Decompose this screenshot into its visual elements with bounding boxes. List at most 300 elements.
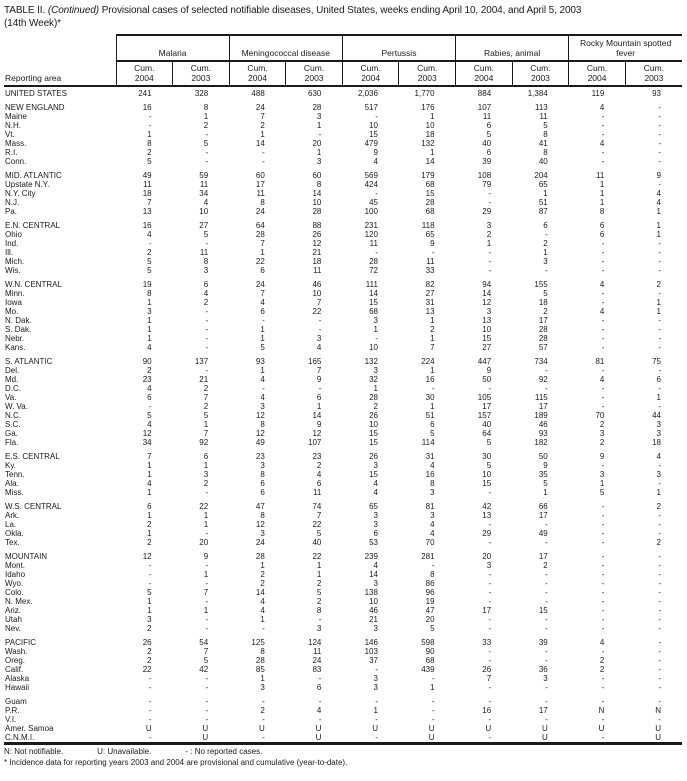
value-cell: 10 [199, 207, 209, 216]
value-cell: 28 [255, 230, 265, 239]
value-cell: - [488, 538, 492, 547]
value-cell: - [658, 289, 661, 298]
value-cell: 1 [260, 248, 265, 257]
value-cell: 1 [147, 597, 152, 606]
value-cell: 12 [482, 298, 492, 307]
value-cell: 517 [364, 103, 378, 112]
value-cell: 8 [543, 148, 548, 157]
value-cell: 1 [656, 298, 661, 307]
value-cell: 105 [477, 393, 492, 402]
value-cell: - [601, 148, 605, 157]
value-cell: 36 [538, 665, 548, 674]
value-cell: - [488, 647, 492, 656]
value-cell: 5 [543, 121, 548, 130]
value-cell: - [658, 697, 661, 706]
reporting-area-cell: Kans. [5, 343, 26, 352]
value-cell: 27 [482, 343, 492, 352]
value-cell: 2,036 [357, 89, 378, 98]
table-row [4, 393, 682, 402]
value-cell: 32 [369, 375, 378, 384]
value-cell: - [601, 402, 605, 411]
value-cell: 6 [260, 479, 265, 488]
value-cell: 1 [543, 488, 548, 497]
value-cell: - [601, 715, 605, 724]
value-cell: 13 [142, 207, 152, 216]
value-cell: 2 [430, 325, 435, 334]
value-cell: 1 [147, 529, 152, 538]
value-cell: 157 [477, 411, 492, 420]
value-cell: - [262, 697, 265, 706]
value-cell: 189 [534, 411, 548, 420]
value-cell: 60 [255, 171, 265, 180]
value-cell: 224 [421, 357, 435, 366]
value-cell: 4 [656, 452, 661, 461]
value-cell: - [601, 624, 605, 633]
table-row [4, 130, 682, 139]
reporting-area-cell: Ga. [5, 429, 18, 438]
value-cell: - [658, 579, 661, 588]
value-cell: 3 [373, 674, 378, 683]
value-cell: 3 [373, 520, 378, 529]
table-row [4, 139, 682, 148]
value-cell: - [658, 139, 661, 148]
footnotes [4, 747, 682, 768]
value-cell: 1 [599, 189, 605, 198]
value-cell: - [488, 588, 492, 597]
value-cell: 7 [203, 429, 209, 438]
value-cell: - [148, 561, 152, 570]
value-cell: 12 [142, 552, 152, 561]
value-cell: 6 [316, 683, 322, 692]
value-cell: - [431, 248, 435, 257]
value-cell: - [545, 624, 548, 633]
value-cell: - [545, 656, 548, 665]
value-cell: 1 [430, 316, 435, 325]
notifiable-diseases-table [4, 34, 682, 745]
value-cell: 34 [142, 438, 152, 447]
value-cell: 11 [256, 189, 265, 198]
value-cell: 49 [142, 171, 152, 180]
value-cell: 3 [203, 470, 209, 479]
value-cell: - [658, 461, 661, 470]
value-cell: 2 [599, 656, 605, 665]
value-cell: 1,384 [527, 89, 548, 98]
value-cell: - [318, 615, 322, 624]
value-cell: 165 [308, 357, 322, 366]
value-cell: 2 [656, 280, 661, 289]
value-cell: - [545, 597, 548, 606]
value-cell: 1 [430, 148, 435, 157]
reporting-area-cell: PACIFIC [5, 638, 36, 647]
value-cell: 3 [486, 561, 492, 570]
value-cell: 4 [316, 470, 322, 479]
value-cell: - [148, 706, 152, 715]
value-cell: 3 [373, 683, 378, 692]
value-cell: - [262, 148, 265, 157]
value-cell: 65 [425, 230, 435, 239]
value-cell: - [488, 248, 492, 257]
value-cell: 2 [260, 570, 265, 579]
value-cell: 3 [656, 429, 661, 438]
value-cell: - [262, 384, 265, 393]
reporting-area-cell: Alaska [5, 674, 30, 683]
reporting-area-cell: N.J. [5, 198, 20, 207]
value-cell: 2 [543, 307, 548, 316]
value-cell: - [431, 561, 435, 570]
value-cell: 14 [255, 139, 265, 148]
value-cell: 424 [364, 180, 378, 189]
value-cell: 59 [199, 171, 209, 180]
cum-year-header: Cum. 2004 [342, 61, 399, 86]
value-cell: 8 [260, 198, 265, 207]
reporting-area-cell: Nebr. [5, 334, 25, 343]
table-row [4, 547, 682, 561]
table-row [4, 207, 682, 216]
value-cell: - [148, 402, 152, 411]
value-cell: 4 [260, 393, 265, 402]
value-cell: 5 [486, 130, 492, 139]
value-cell: - [658, 325, 661, 334]
value-cell: 16 [425, 470, 435, 479]
value-cell: - [205, 706, 209, 715]
value-cell: 137 [194, 357, 209, 366]
reporting-area-cell: Del. [5, 366, 20, 375]
value-cell: - [601, 393, 605, 402]
value-cell: 6 [147, 393, 152, 402]
value-cell: 5 [316, 588, 322, 597]
reporting-area-cell: Hawaii [5, 683, 30, 692]
value-cell: 4 [430, 461, 435, 470]
reporting-area-cell: W.N. CENTRAL [5, 280, 62, 289]
value-cell: 8 [203, 103, 209, 112]
value-cell: 2 [543, 561, 548, 570]
value-cell: - [375, 665, 378, 674]
value-cell: 23 [142, 375, 152, 384]
value-cell: 10 [369, 597, 378, 606]
value-cell: - [148, 121, 152, 130]
value-cell: 2 [656, 538, 661, 547]
table-row [4, 298, 682, 307]
reporting-area-cell: Ohio [5, 230, 22, 239]
value-cell: - [205, 561, 209, 570]
value-cell: 28 [312, 207, 322, 216]
value-cell: 5 [430, 624, 435, 633]
cum-year-header: Cum. 2003 [625, 61, 682, 86]
value-cell: - [488, 733, 492, 742]
value-cell: 51 [538, 198, 548, 207]
value-cell: 3 [316, 624, 322, 633]
reporting-area-cell: Nev. [5, 624, 21, 633]
value-cell: 4 [203, 289, 209, 298]
value-cell: 57 [538, 343, 548, 352]
reporting-area-cell: W.S. CENTRAL [5, 502, 62, 511]
value-cell: 328 [194, 89, 209, 98]
value-cell: 14 [425, 157, 435, 166]
value-cell: 1 [656, 207, 661, 216]
value-cell: 26 [369, 452, 378, 461]
value-cell: - [658, 597, 661, 606]
cum-year-header: Cum. 2004 [229, 61, 286, 86]
value-cell: 1 [373, 325, 378, 334]
table-row [4, 180, 682, 189]
reporting-area-cell: N.Y. City [5, 189, 36, 198]
value-cell: 39 [538, 638, 548, 647]
value-cell: 6 [486, 148, 492, 157]
value-cell: - [545, 615, 548, 624]
value-cell: 7 [316, 366, 322, 375]
table-row [4, 647, 682, 656]
value-cell: - [658, 121, 661, 130]
value-cell: - [658, 683, 661, 692]
value-cell: 114 [421, 438, 435, 447]
reporting-area-cell: MOUNTAIN [5, 552, 48, 561]
table-row [4, 334, 682, 343]
value-cell: 2 [260, 706, 265, 715]
table-row [4, 257, 682, 266]
value-cell: 15 [369, 429, 378, 438]
value-cell: - [658, 103, 661, 112]
value-cell: 12 [312, 429, 322, 438]
value-cell: - [658, 266, 661, 275]
value-cell: 64 [482, 429, 492, 438]
value-cell: 1 [656, 393, 661, 402]
table-row [4, 420, 682, 429]
value-cell: 17 [482, 402, 492, 411]
value-cell: 45 [369, 198, 378, 207]
value-cell: - [601, 248, 605, 257]
value-cell: 2 [599, 438, 605, 447]
value-cell: 1 [147, 298, 152, 307]
value-cell: - [375, 334, 378, 343]
value-cell: 14 [255, 588, 265, 597]
value-cell: 1 [260, 130, 265, 139]
table-row [4, 148, 682, 157]
value-cell: 3 [373, 624, 378, 633]
value-cell: 50 [538, 452, 548, 461]
value-cell: - [262, 316, 265, 325]
value-cell: 124 [308, 638, 322, 647]
value-cell: - [375, 248, 378, 257]
value-cell: - [601, 289, 605, 298]
cum-year-header: Cum. 2004 [569, 61, 626, 86]
value-cell: - [601, 266, 605, 275]
value-cell: U [259, 724, 265, 733]
table-row [4, 230, 682, 239]
value-cell: - [148, 112, 152, 121]
value-cell: - [601, 588, 605, 597]
value-cell: 26 [312, 230, 322, 239]
value-cell: 24 [255, 103, 265, 112]
value-cell: 20 [482, 552, 492, 561]
value-cell: 113 [534, 103, 548, 112]
value-cell: 1 [147, 316, 152, 325]
value-cell: 13 [425, 307, 435, 316]
value-cell: 239 [364, 552, 378, 561]
value-cell: 15 [369, 298, 378, 307]
table-row [4, 656, 682, 665]
value-cell: - [658, 588, 661, 597]
value-cell: 20 [312, 139, 322, 148]
reporting-area-cell: Okla. [5, 529, 24, 538]
value-cell: 27 [425, 289, 435, 298]
value-cell: - [148, 733, 152, 742]
value-cell: 1 [203, 461, 209, 470]
table-row [4, 239, 682, 248]
value-cell: 6 [260, 488, 265, 497]
value-cell: 2 [486, 230, 492, 239]
value-cell: 8 [260, 470, 265, 479]
value-cell: - [545, 266, 548, 275]
table-row [4, 352, 682, 366]
value-cell: - [658, 366, 661, 375]
value-cell: 68 [425, 207, 435, 216]
column-group-header: Pertussis [342, 35, 455, 61]
value-cell: - [205, 325, 209, 334]
value-cell: 3 [373, 461, 378, 470]
value-cell: - [658, 674, 661, 683]
value-cell: - [488, 624, 492, 633]
table-row [4, 438, 682, 447]
value-cell: 3 [373, 579, 378, 588]
value-cell: - [318, 325, 322, 334]
value-cell: 4 [430, 520, 435, 529]
value-cell: 26 [482, 665, 492, 674]
value-cell: - [601, 683, 605, 692]
value-cell: U [372, 724, 378, 733]
cum-year-header: Cum. 2003 [399, 61, 456, 86]
reporting-area-cell: Ark. [5, 511, 20, 520]
value-cell: 12 [255, 411, 265, 420]
value-cell: 16 [142, 103, 152, 112]
reporting-area-cell: N.H. [5, 121, 21, 130]
value-cell: 107 [477, 103, 492, 112]
value-cell: 1 [656, 307, 661, 316]
value-cell: 598 [421, 638, 435, 647]
value-cell: 179 [421, 171, 435, 180]
value-cell: - [658, 647, 661, 656]
value-cell: - [601, 597, 605, 606]
value-cell: - [658, 511, 661, 520]
reporting-area-header: Reporting area [4, 35, 116, 86]
value-cell: 14 [482, 289, 492, 298]
value-cell: - [601, 561, 605, 570]
value-cell: 17 [482, 606, 492, 615]
reporting-area-cell: V.I. [5, 715, 17, 724]
value-cell: 3 [147, 615, 152, 624]
table-row [4, 402, 682, 411]
table-row [4, 121, 682, 130]
value-cell: - [148, 570, 152, 579]
value-cell: 17 [538, 552, 548, 561]
value-cell: - [545, 366, 548, 375]
table-title-week: (14th Week)* [4, 17, 61, 29]
value-cell: 64 [255, 221, 265, 230]
value-cell: 1 [147, 325, 152, 334]
table-row [4, 316, 682, 325]
value-cell: 1 [203, 420, 209, 429]
value-cell: - [658, 570, 661, 579]
reporting-area-cell: W. Va. [5, 402, 28, 411]
value-cell: 2 [203, 298, 209, 307]
value-cell: 1 [316, 121, 322, 130]
value-cell: 1 [147, 130, 152, 139]
value-cell: - [488, 656, 492, 665]
value-cell: 7 [260, 289, 265, 298]
value-cell: 5 [147, 266, 152, 275]
value-cell: 85 [255, 665, 265, 674]
value-cell: 2 [147, 656, 152, 665]
table-row [4, 275, 682, 289]
value-cell: - [488, 189, 492, 198]
value-cell: 231 [364, 221, 378, 230]
value-cell: 81 [425, 502, 435, 511]
value-cell: 4 [147, 479, 152, 488]
value-cell: 6 [430, 420, 435, 429]
reporting-area-cell: Idaho [5, 570, 26, 579]
value-cell: 16 [482, 706, 492, 715]
value-cell: - [488, 520, 492, 529]
value-cell: 22 [312, 520, 322, 529]
value-cell: 1 [203, 606, 209, 615]
value-cell: 18 [142, 189, 152, 198]
value-cell: 630 [308, 89, 322, 98]
table-row [4, 411, 682, 420]
value-cell: - [601, 334, 605, 343]
value-cell: 4 [373, 157, 378, 166]
value-cell: 11 [143, 180, 152, 189]
value-cell: 2 [147, 538, 152, 547]
value-cell: 3 [373, 511, 378, 520]
table-row [4, 325, 682, 334]
value-cell: - [488, 697, 492, 706]
table-title-text: Provisional cases of selected notifiable diseases, United States, weeks ending April 10, 2004, and April 5, 2003 [101, 5, 582, 16]
value-cell: - [658, 638, 661, 647]
value-cell: - [205, 715, 209, 724]
value-cell: 14 [312, 189, 322, 198]
table-row [4, 706, 682, 715]
reporting-area-cell: Vt. [5, 130, 15, 139]
value-cell: 90 [142, 357, 152, 366]
value-cell: 4 [147, 420, 152, 429]
value-cell: 108 [477, 171, 492, 180]
value-cell: 90 [425, 647, 435, 656]
value-cell: 15 [425, 189, 435, 198]
value-cell: - [601, 538, 605, 547]
value-cell: 3 [316, 112, 322, 121]
value-cell: 488 [251, 89, 265, 98]
value-cell: 28 [369, 257, 378, 266]
value-cell: 1 [316, 402, 322, 411]
value-cell: 47 [425, 606, 435, 615]
value-cell: - [431, 384, 435, 393]
value-cell: - [488, 683, 492, 692]
table-row [4, 366, 682, 375]
value-cell: 18 [312, 257, 322, 266]
value-cell: 9 [316, 375, 322, 384]
reporting-area-cell: Iowa [5, 298, 22, 307]
table-row [4, 692, 682, 706]
value-cell: 24 [255, 538, 265, 547]
value-cell: - [205, 579, 209, 588]
reporting-area-cell: Ky. [5, 461, 16, 470]
value-cell: 7 [147, 198, 152, 207]
reporting-area-cell: Mo. [5, 307, 19, 316]
value-cell: - [601, 257, 605, 266]
reporting-area-cell: Conn. [5, 157, 27, 166]
reporting-area-cell: Minn. [5, 289, 25, 298]
value-cell: 2 [373, 402, 378, 411]
value-cell: - [205, 148, 209, 157]
